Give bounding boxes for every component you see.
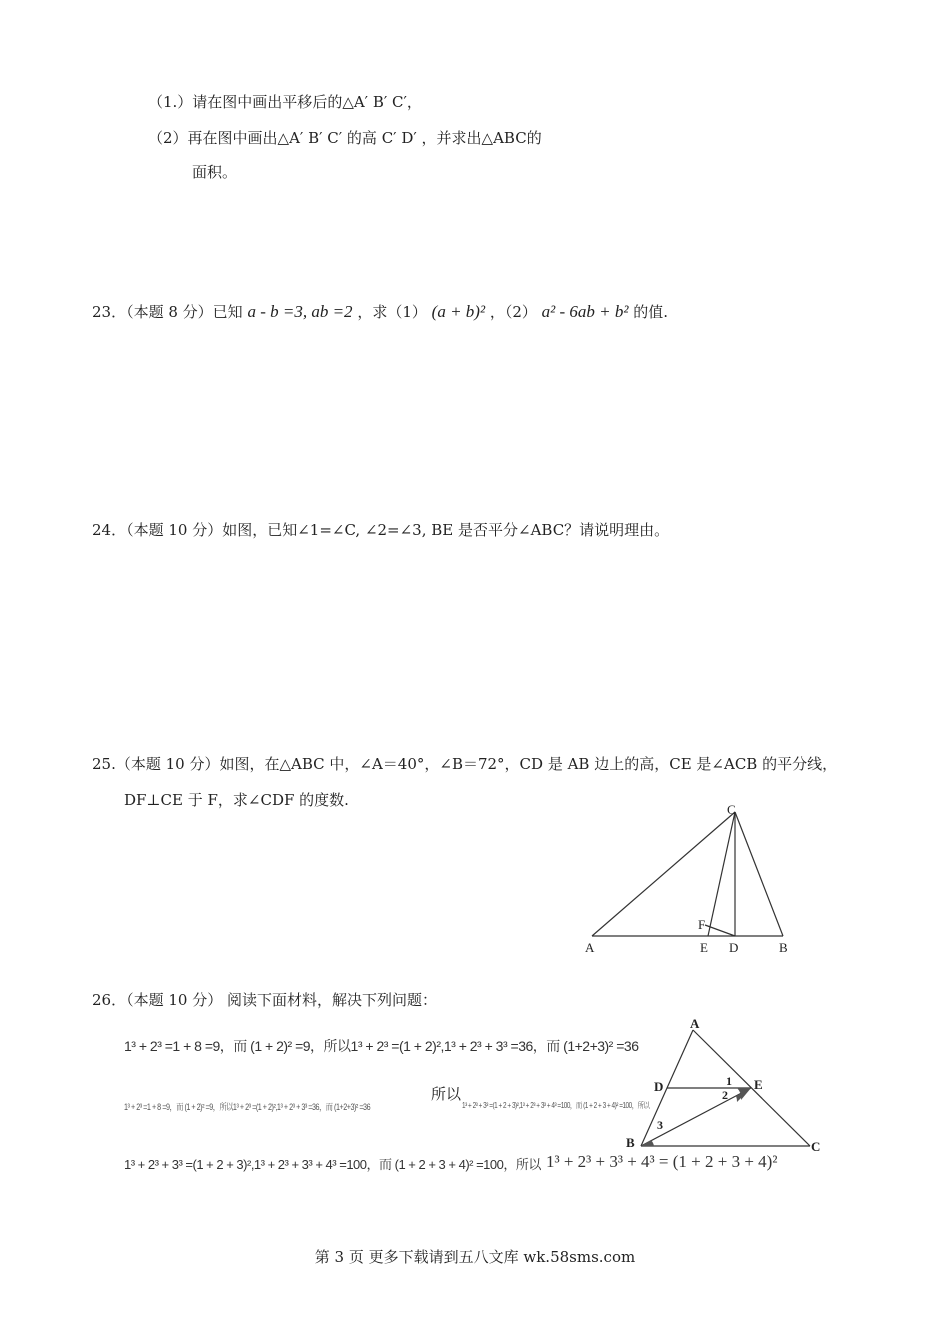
q26-heading: 26．（本题 10 分） 阅读下面材料，解决下列问题： (92, 991, 437, 1009)
q26-formula-2-tiny: 1³ + 2³ + 3³ =(1 + 2 + 3)²,1³ + 2³ + 3³ + 4³ =100，而 (1 + 2 + 3 + 4)² =100，所以 (462, 1101, 650, 1110)
q25-line2: DF⊥CE 于 F，求∠CDF 的度数. (124, 791, 349, 809)
q23-line (92, 302, 668, 322)
q26-formula-3: 1³ + 2³ + 3³ =(1 + 2 + 3)²,1³ + 2³ + 3³ + 4³ =100，而 (1 + 2 + 3 + 4)² =100，所以 (124, 1157, 541, 1172)
q25-segment-cb (735, 812, 783, 936)
q25-figure (580, 790, 800, 960)
q25-segment-ce (708, 812, 735, 936)
q25-segment-ca (592, 812, 735, 936)
q23-prefix: 23．（本题 8 分）已知 (92, 303, 243, 321)
q26-angle-label-1: 1 (726, 1074, 732, 1088)
q26-angle-label-3: 3 (657, 1118, 663, 1132)
q22-item1: （1.）请在图中画出平移后的△A′ B′ C′， (148, 93, 422, 111)
q22-item2: （2）再在图中画出△A′ B′ C′ 的高 C′ D′ ，并求出△ABC的 (148, 129, 542, 147)
q25-label-e: E (700, 940, 708, 955)
q26-label-b: B (626, 1135, 635, 1150)
q26-formula-1: 1³ + 2³ =1 + 8 =9，而 (1 + 2)² =9，所以1³ + 2³ =(1 + 2)²,1³ + 2³ + 3³ =36，而 (1+2+3)² =36 (124, 1038, 639, 1054)
q24-text: 24．（本题 10 分）如图，已知∠1=∠C, ∠2=∠3, BE 是否平分∠ABC？请说明理由。 (92, 521, 670, 539)
q23-separator: ，（2） (489, 303, 537, 321)
q26-suoyi: 所以 (431, 1085, 462, 1103)
q25-label-d: D (729, 940, 739, 955)
q26-formula-3-conclusion: 1³ + 2³ + 3³ + 4³ = (1 + 2 + 3 + 4)² (546, 1152, 778, 1171)
q26-label-d: D (654, 1079, 664, 1094)
page-footer: 第 3 页 更多下载请到五八文库 wk.58sms.com (314, 1248, 636, 1266)
q26-formula-2-small: 1³ + 2³ =1 + 8 =9，而 (1 + 2)² =9，所以1³ + 2³ =(1 + 2)²,1³ + 2³ + 3³ =36，而 (1+2+3)² =36 (124, 1102, 371, 1112)
q23-ask: ，求（1） (357, 303, 427, 321)
q26-angle-label-2: 2 (722, 1088, 728, 1102)
q25-label-f: F (698, 917, 706, 932)
q26-label-c: C (811, 1139, 821, 1154)
q23-condition: a - b =3, ab =2 (247, 302, 353, 321)
q23-expression-1: (a + b)² (431, 302, 486, 321)
q26-segment-be (641, 1088, 751, 1146)
q23-suffix: 的值. (633, 303, 669, 321)
q22-item2-continued: 面积。 (192, 163, 238, 181)
q26-label-a: A (690, 1016, 700, 1031)
q26-label-e: E (754, 1077, 763, 1092)
q25-label-a: A (585, 940, 595, 955)
q25-line1: 25.（本题 10 分）如图，在△ABC 中，∠A＝40°，∠B＝72°，CD 是 AB 边上的高，CE 是∠ACB 的平分线， (92, 755, 838, 773)
q25-label-b: B (779, 940, 788, 955)
q26-figure (620, 1014, 830, 1160)
q23-expression-2: a² - 6ab + b² (541, 302, 629, 321)
q25-label-c: C (727, 802, 736, 817)
